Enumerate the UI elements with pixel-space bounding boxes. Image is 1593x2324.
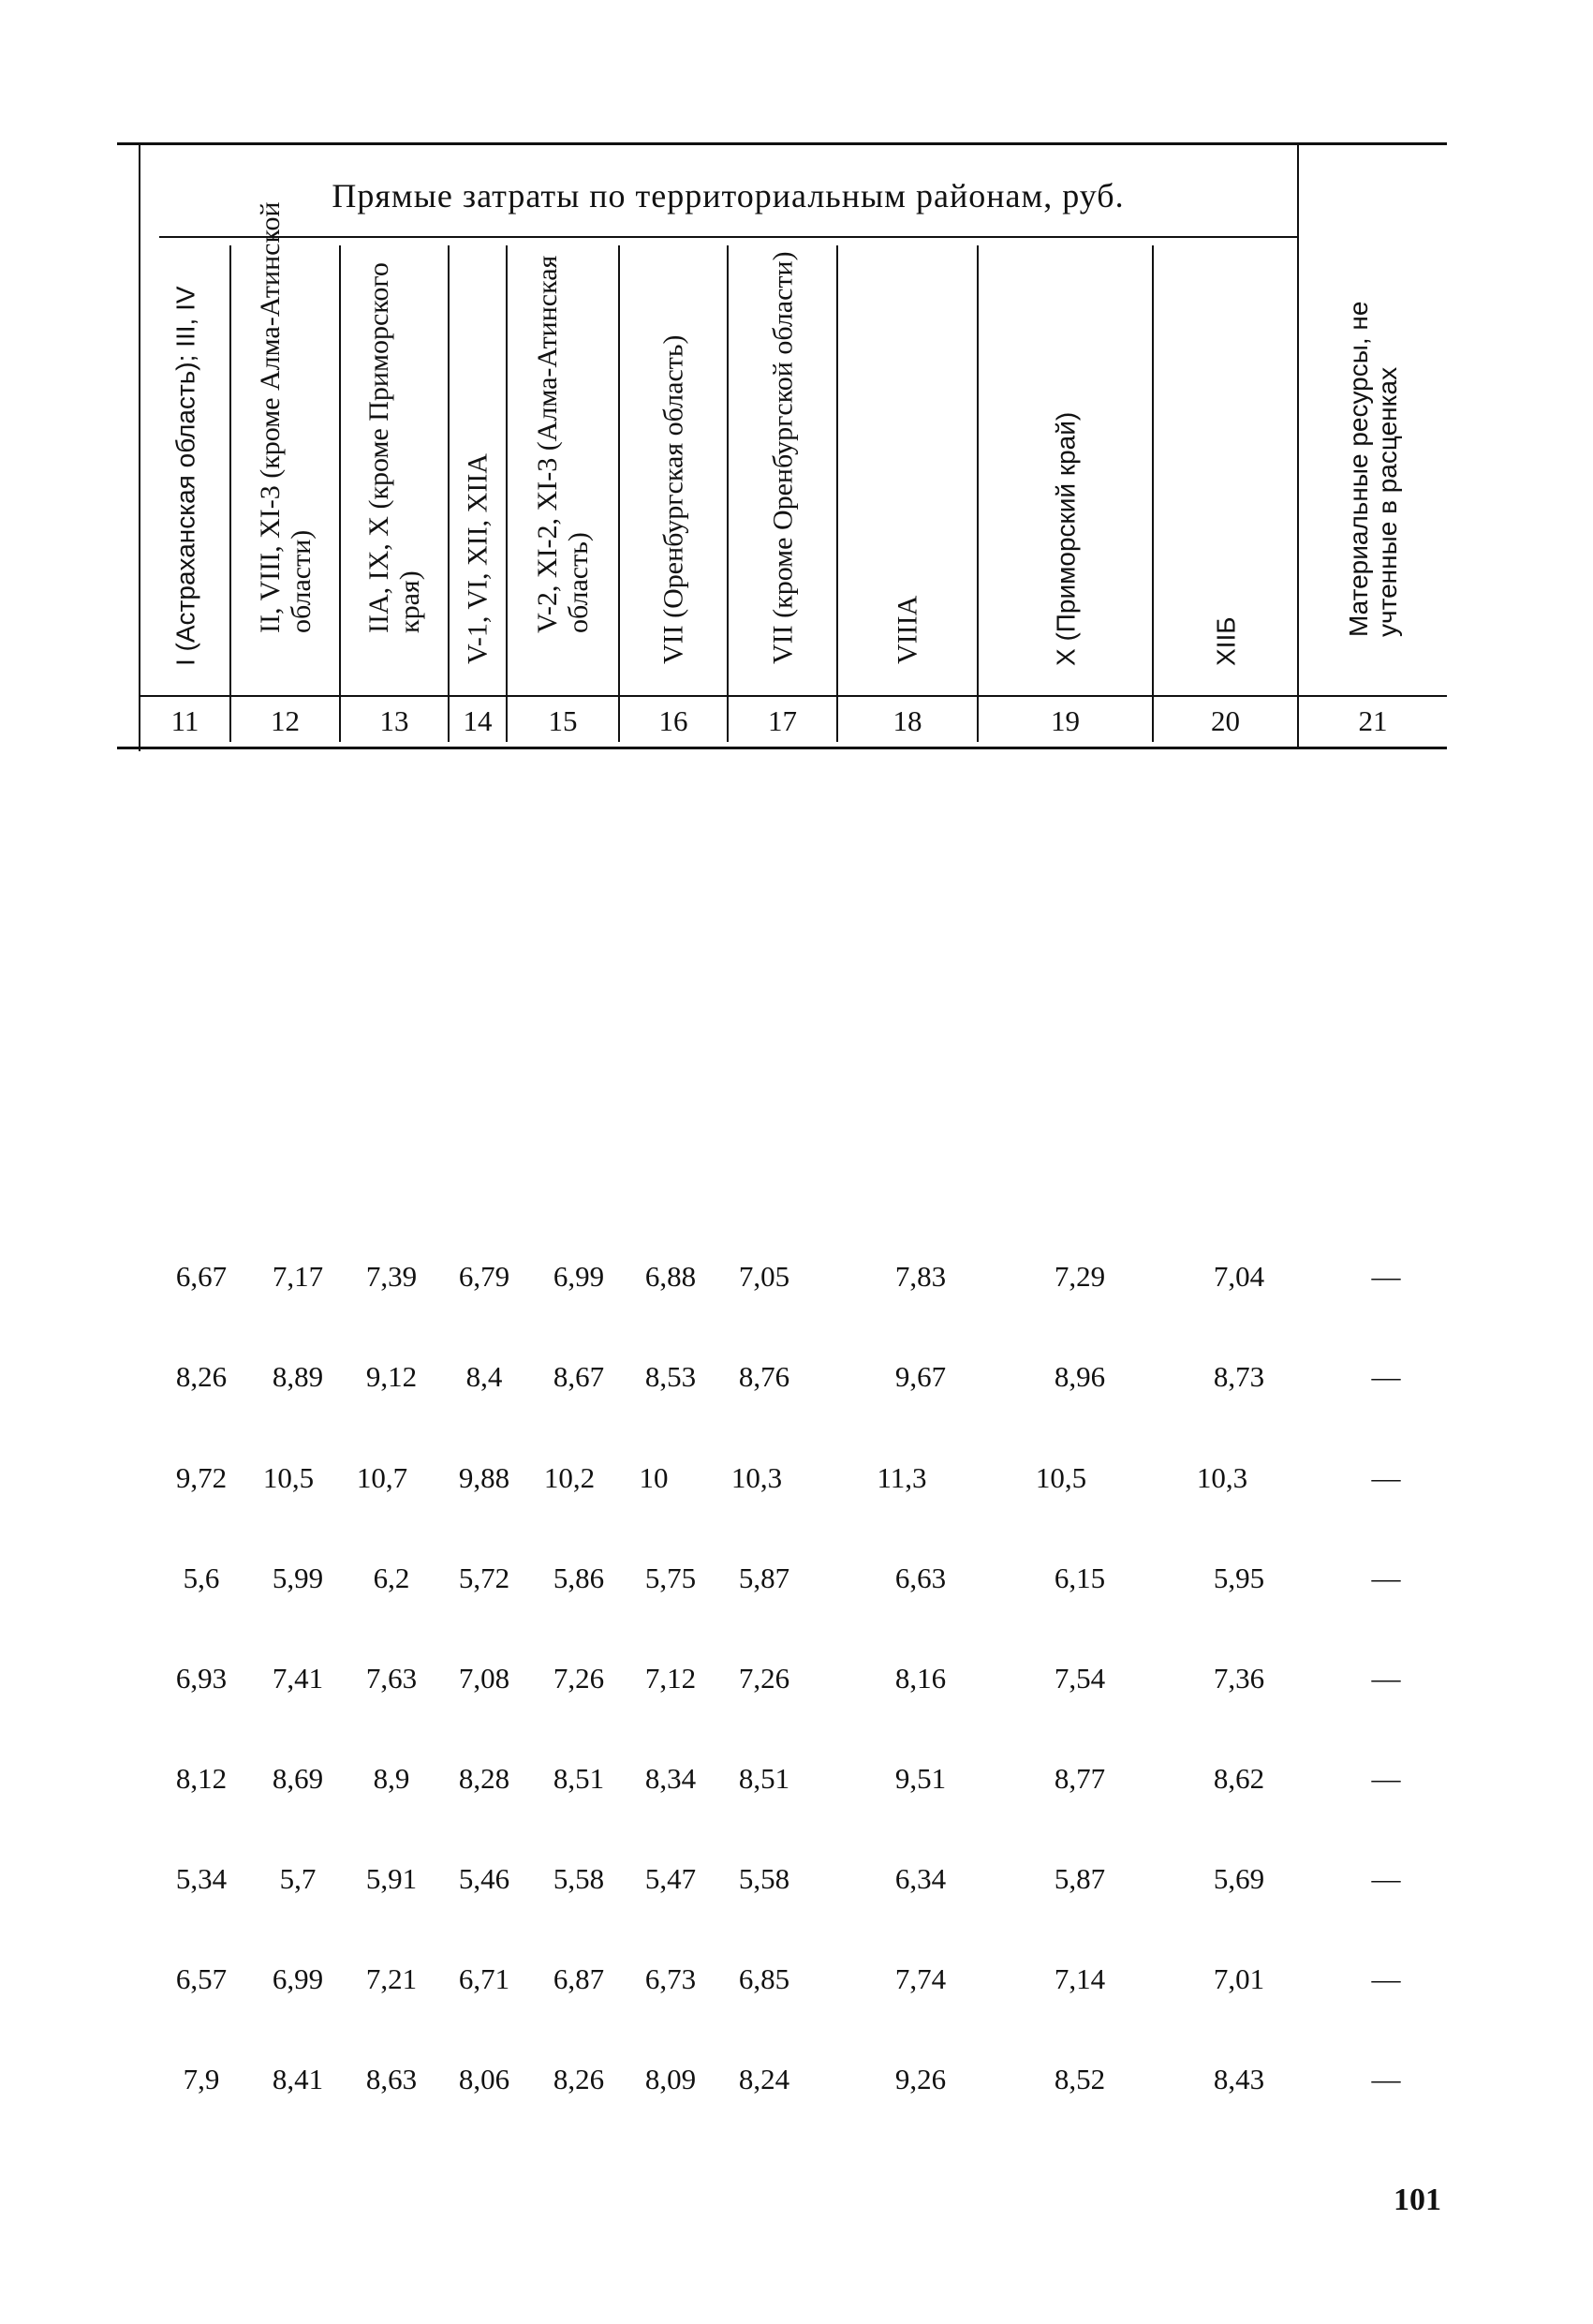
table-cell: 9,12	[365, 1360, 418, 1393]
table-row	[0, 1862, 1593, 1909]
table-cell: 8,34	[644, 1762, 697, 1795]
table-cell: 6,93	[175, 1662, 228, 1695]
table-cell: 8,96	[1054, 1360, 1106, 1393]
table-cell: 10	[639, 1461, 669, 1494]
table-cell: 8,73	[1213, 1360, 1265, 1393]
table-cell: 5,72	[458, 1562, 510, 1594]
table-cell: 8,67	[553, 1360, 605, 1393]
table-cell: 7,14	[1054, 1962, 1106, 1995]
table-cell: 8,16	[894, 1662, 947, 1695]
table-cell: 7,29	[1054, 1260, 1106, 1293]
column-number-14: 14	[463, 704, 493, 737]
column-header-14-label: V-1, VI, XII, XIIА	[462, 453, 494, 664]
table-cell: 5,46	[458, 1862, 510, 1895]
table-cell: 8,26	[553, 2063, 605, 2095]
table-cell: 7,08	[458, 1662, 510, 1695]
table-cell: 8,9	[373, 1762, 410, 1795]
table-cell: 5,87	[738, 1562, 790, 1594]
column-number-17: 17	[768, 704, 797, 737]
table-top-rule	[117, 142, 1447, 145]
table-cell: 7,05	[738, 1260, 790, 1293]
table-row	[0, 1360, 1593, 1407]
table-cell: 5,34	[175, 1862, 228, 1895]
table-cell: 7,36	[1213, 1662, 1265, 1695]
table-cell: 5,58	[553, 1862, 605, 1895]
table-cell: 8,77	[1054, 1762, 1106, 1795]
table-cell: 7,41	[272, 1662, 324, 1695]
column-header-11	[140, 245, 229, 695]
table-cell: 5,91	[365, 1862, 418, 1895]
table-cell: 6,79	[458, 1260, 510, 1293]
table-cell: 9,88	[458, 1461, 510, 1494]
table-cell: 6,99	[553, 1260, 605, 1293]
table-cell: 8,51	[738, 1762, 790, 1795]
table-cell: 6,99	[272, 1962, 324, 1995]
table-cell: —	[1371, 1862, 1401, 1895]
column-number-20: 20	[1211, 704, 1240, 737]
table-cell: 6,87	[553, 1962, 605, 1995]
table-cell: 7,12	[644, 1662, 697, 1695]
table-row	[0, 2063, 1593, 2109]
table-cell: 6,2	[373, 1562, 410, 1594]
table-cell: 9,51	[894, 1762, 947, 1795]
column-header-21	[1299, 159, 1447, 695]
column-number-19: 19	[1051, 704, 1080, 737]
table-cell: 10,5	[262, 1461, 315, 1494]
table-cell: 8,76	[738, 1360, 790, 1393]
column-header-16-label: VII (Оренбургская область)	[657, 334, 689, 664]
table-cell: 5,58	[738, 1862, 790, 1895]
column-header-19-label: X (Приморский край)	[1051, 411, 1080, 666]
table-cell: 8,62	[1213, 1762, 1265, 1795]
table-cell: 5,75	[644, 1562, 697, 1594]
table-cell: 7,54	[1054, 1662, 1106, 1695]
column-header-13	[341, 245, 448, 695]
table-cell: 6,88	[644, 1260, 697, 1293]
column-header-20	[1154, 245, 1297, 695]
table-cell: 8,12	[175, 1762, 228, 1795]
table-cell: 5,7	[279, 1862, 317, 1895]
table-cell: 8,51	[553, 1762, 605, 1795]
table-row	[0, 1461, 1593, 1508]
table-cell: 7,9	[183, 2063, 220, 2095]
table-cell: 7,83	[894, 1260, 947, 1293]
table-cell: 8,24	[738, 2063, 790, 2095]
column-header-17-label: VII (кроме Оренбургской области)	[767, 251, 798, 664]
table-cell: —	[1371, 1461, 1401, 1494]
table-cell: 10,3	[1196, 1461, 1248, 1494]
column-header-13-label: IIА, IX, X (кроме Приморского края)	[363, 262, 425, 633]
table-cell: 10,7	[356, 1461, 408, 1494]
table-cell: 7,17	[272, 1260, 324, 1293]
table-cell: 8,63	[365, 2063, 418, 2095]
table-cell: 7,74	[894, 1962, 947, 1995]
table-cell: 6,57	[175, 1962, 228, 1995]
column-header-16	[620, 245, 727, 695]
column-header-15	[508, 245, 618, 695]
group-title: Прямые затраты по территориальным районам, руб.	[332, 177, 1125, 215]
table-cell: 5,69	[1213, 1862, 1265, 1895]
table-cell: 8,52	[1054, 2063, 1106, 2095]
column-number-18: 18	[892, 704, 922, 737]
column-header-12-label: II, VIII, XI-3 (кроме Алма-Атинской области)	[254, 201, 317, 633]
table-cell: —	[1371, 1762, 1401, 1795]
table-cell: 6,71	[458, 1962, 510, 1995]
table-cell: 5,95	[1213, 1562, 1265, 1594]
table-row	[0, 1562, 1593, 1608]
table-cell: 10,2	[543, 1461, 596, 1494]
header-bottom-rule	[140, 695, 1447, 697]
table-cell: —	[1371, 1360, 1401, 1393]
table-cell: 6,15	[1054, 1562, 1106, 1594]
table-cell: 6,63	[894, 1562, 947, 1594]
table-cell: —	[1371, 1260, 1401, 1293]
column-header-18-label: VIIIА	[892, 595, 923, 664]
table-cell: 8,69	[272, 1762, 324, 1795]
table-cell: 8,43	[1213, 2063, 1265, 2095]
column-numbers-bottom-rule	[117, 747, 1447, 749]
column-number-16: 16	[658, 704, 688, 737]
table-cell: 8,26	[175, 1360, 228, 1393]
table-cell: 8,89	[272, 1360, 324, 1393]
table-cell: 11,3	[877, 1461, 927, 1494]
table-cell: 8,53	[644, 1360, 697, 1393]
table-cell: —	[1371, 1962, 1401, 1995]
table-row	[0, 1260, 1593, 1307]
table-cell: 7,63	[365, 1662, 418, 1695]
table-cell: 7,26	[738, 1662, 790, 1695]
column-number-15: 15	[548, 704, 578, 737]
column-number-11: 11	[170, 704, 199, 737]
table-cell: 10,5	[1035, 1461, 1087, 1494]
table-row	[0, 1662, 1593, 1709]
table-cell: —	[1371, 1562, 1401, 1594]
table-cell: 5,87	[1054, 1862, 1106, 1895]
table-cell: 5,6	[183, 1562, 220, 1594]
table-cell: 8,41	[272, 2063, 324, 2095]
table-cell: 5,86	[553, 1562, 605, 1594]
column-header-14	[450, 245, 506, 695]
table-cell: 7,01	[1213, 1962, 1265, 1995]
column-number-13: 13	[379, 704, 409, 737]
table-cell: 5,47	[644, 1862, 697, 1895]
table-cell: 6,34	[894, 1862, 947, 1895]
column-header-19	[979, 245, 1152, 695]
table-cell: 8,06	[458, 2063, 510, 2095]
column-header-12	[231, 201, 339, 695]
table-cell: 6,67	[175, 1260, 228, 1293]
table-cell: 9,67	[894, 1360, 947, 1393]
table-cell: —	[1371, 1662, 1401, 1695]
page-number: 101	[1394, 2183, 1441, 2217]
table-cell: 8,4	[465, 1360, 503, 1393]
table-cell: 9,72	[175, 1461, 228, 1494]
column-header-21-label: Материальные ресурсы, не учтенные в расценках	[1344, 301, 1402, 637]
table-row	[0, 1762, 1593, 1809]
column-header-11-label: I (Астраханская область); III, IV	[170, 286, 199, 666]
column-header-18	[838, 245, 977, 695]
table-cell: 5,99	[272, 1562, 324, 1594]
column-number-12: 12	[271, 704, 300, 737]
table-cell: 7,04	[1213, 1260, 1265, 1293]
column-header-17	[729, 245, 836, 695]
column-header-15-label: V-2, XI-2, XI-3 (Алма-Атинская область)	[532, 255, 594, 633]
table-cell: 8,09	[644, 2063, 697, 2095]
table-cell: 6,85	[738, 1962, 790, 1995]
table-cell: 10,3	[730, 1461, 783, 1494]
column-number-21: 21	[1358, 704, 1388, 737]
table-cell: —	[1371, 2063, 1401, 2095]
table-row	[0, 1962, 1593, 2009]
table-cell: 7,21	[365, 1962, 418, 1995]
column-header-20-label: XIIБ	[1211, 616, 1240, 666]
group-title-underline	[159, 236, 1297, 238]
table-cell: 7,26	[553, 1662, 605, 1695]
table-cell: 6,73	[644, 1962, 697, 1995]
table-cell: 8,28	[458, 1762, 510, 1795]
table-cell: 9,26	[894, 2063, 947, 2095]
table-cell: 7,39	[365, 1260, 418, 1293]
